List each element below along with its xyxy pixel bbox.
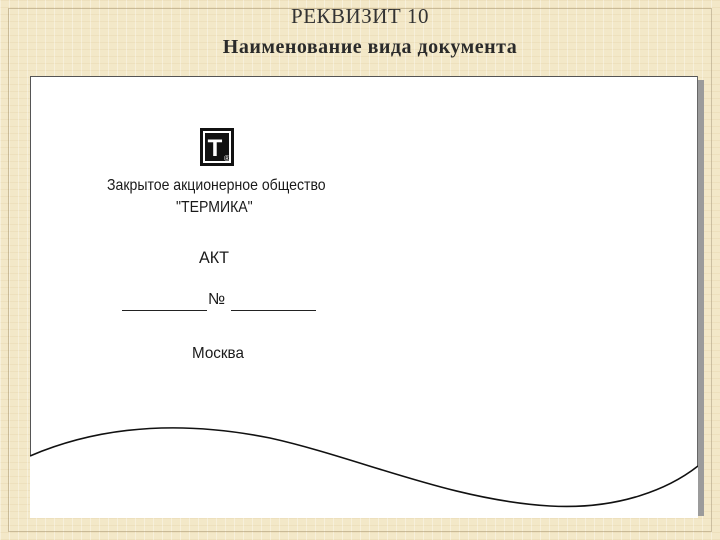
torn-edge-wave bbox=[30, 408, 698, 518]
organization-type: Закрытое акционерное общество bbox=[107, 177, 326, 194]
organization-name: "ТЕРМИКА" bbox=[176, 199, 253, 216]
slide-title: РЕКВИЗИТ 10 bbox=[291, 4, 429, 28]
date-blank-line bbox=[122, 310, 207, 311]
document-place: Москва bbox=[192, 345, 244, 362]
document-type-title: АКТ bbox=[199, 248, 230, 267]
company-logo-icon bbox=[200, 128, 234, 166]
slide-subtitle: Наименование вида документа bbox=[222, 36, 518, 58]
registered-mark: ® bbox=[224, 154, 230, 163]
number-sign: № bbox=[208, 291, 226, 308]
number-blank-line bbox=[231, 310, 316, 311]
logo-letter: T bbox=[207, 135, 223, 162]
